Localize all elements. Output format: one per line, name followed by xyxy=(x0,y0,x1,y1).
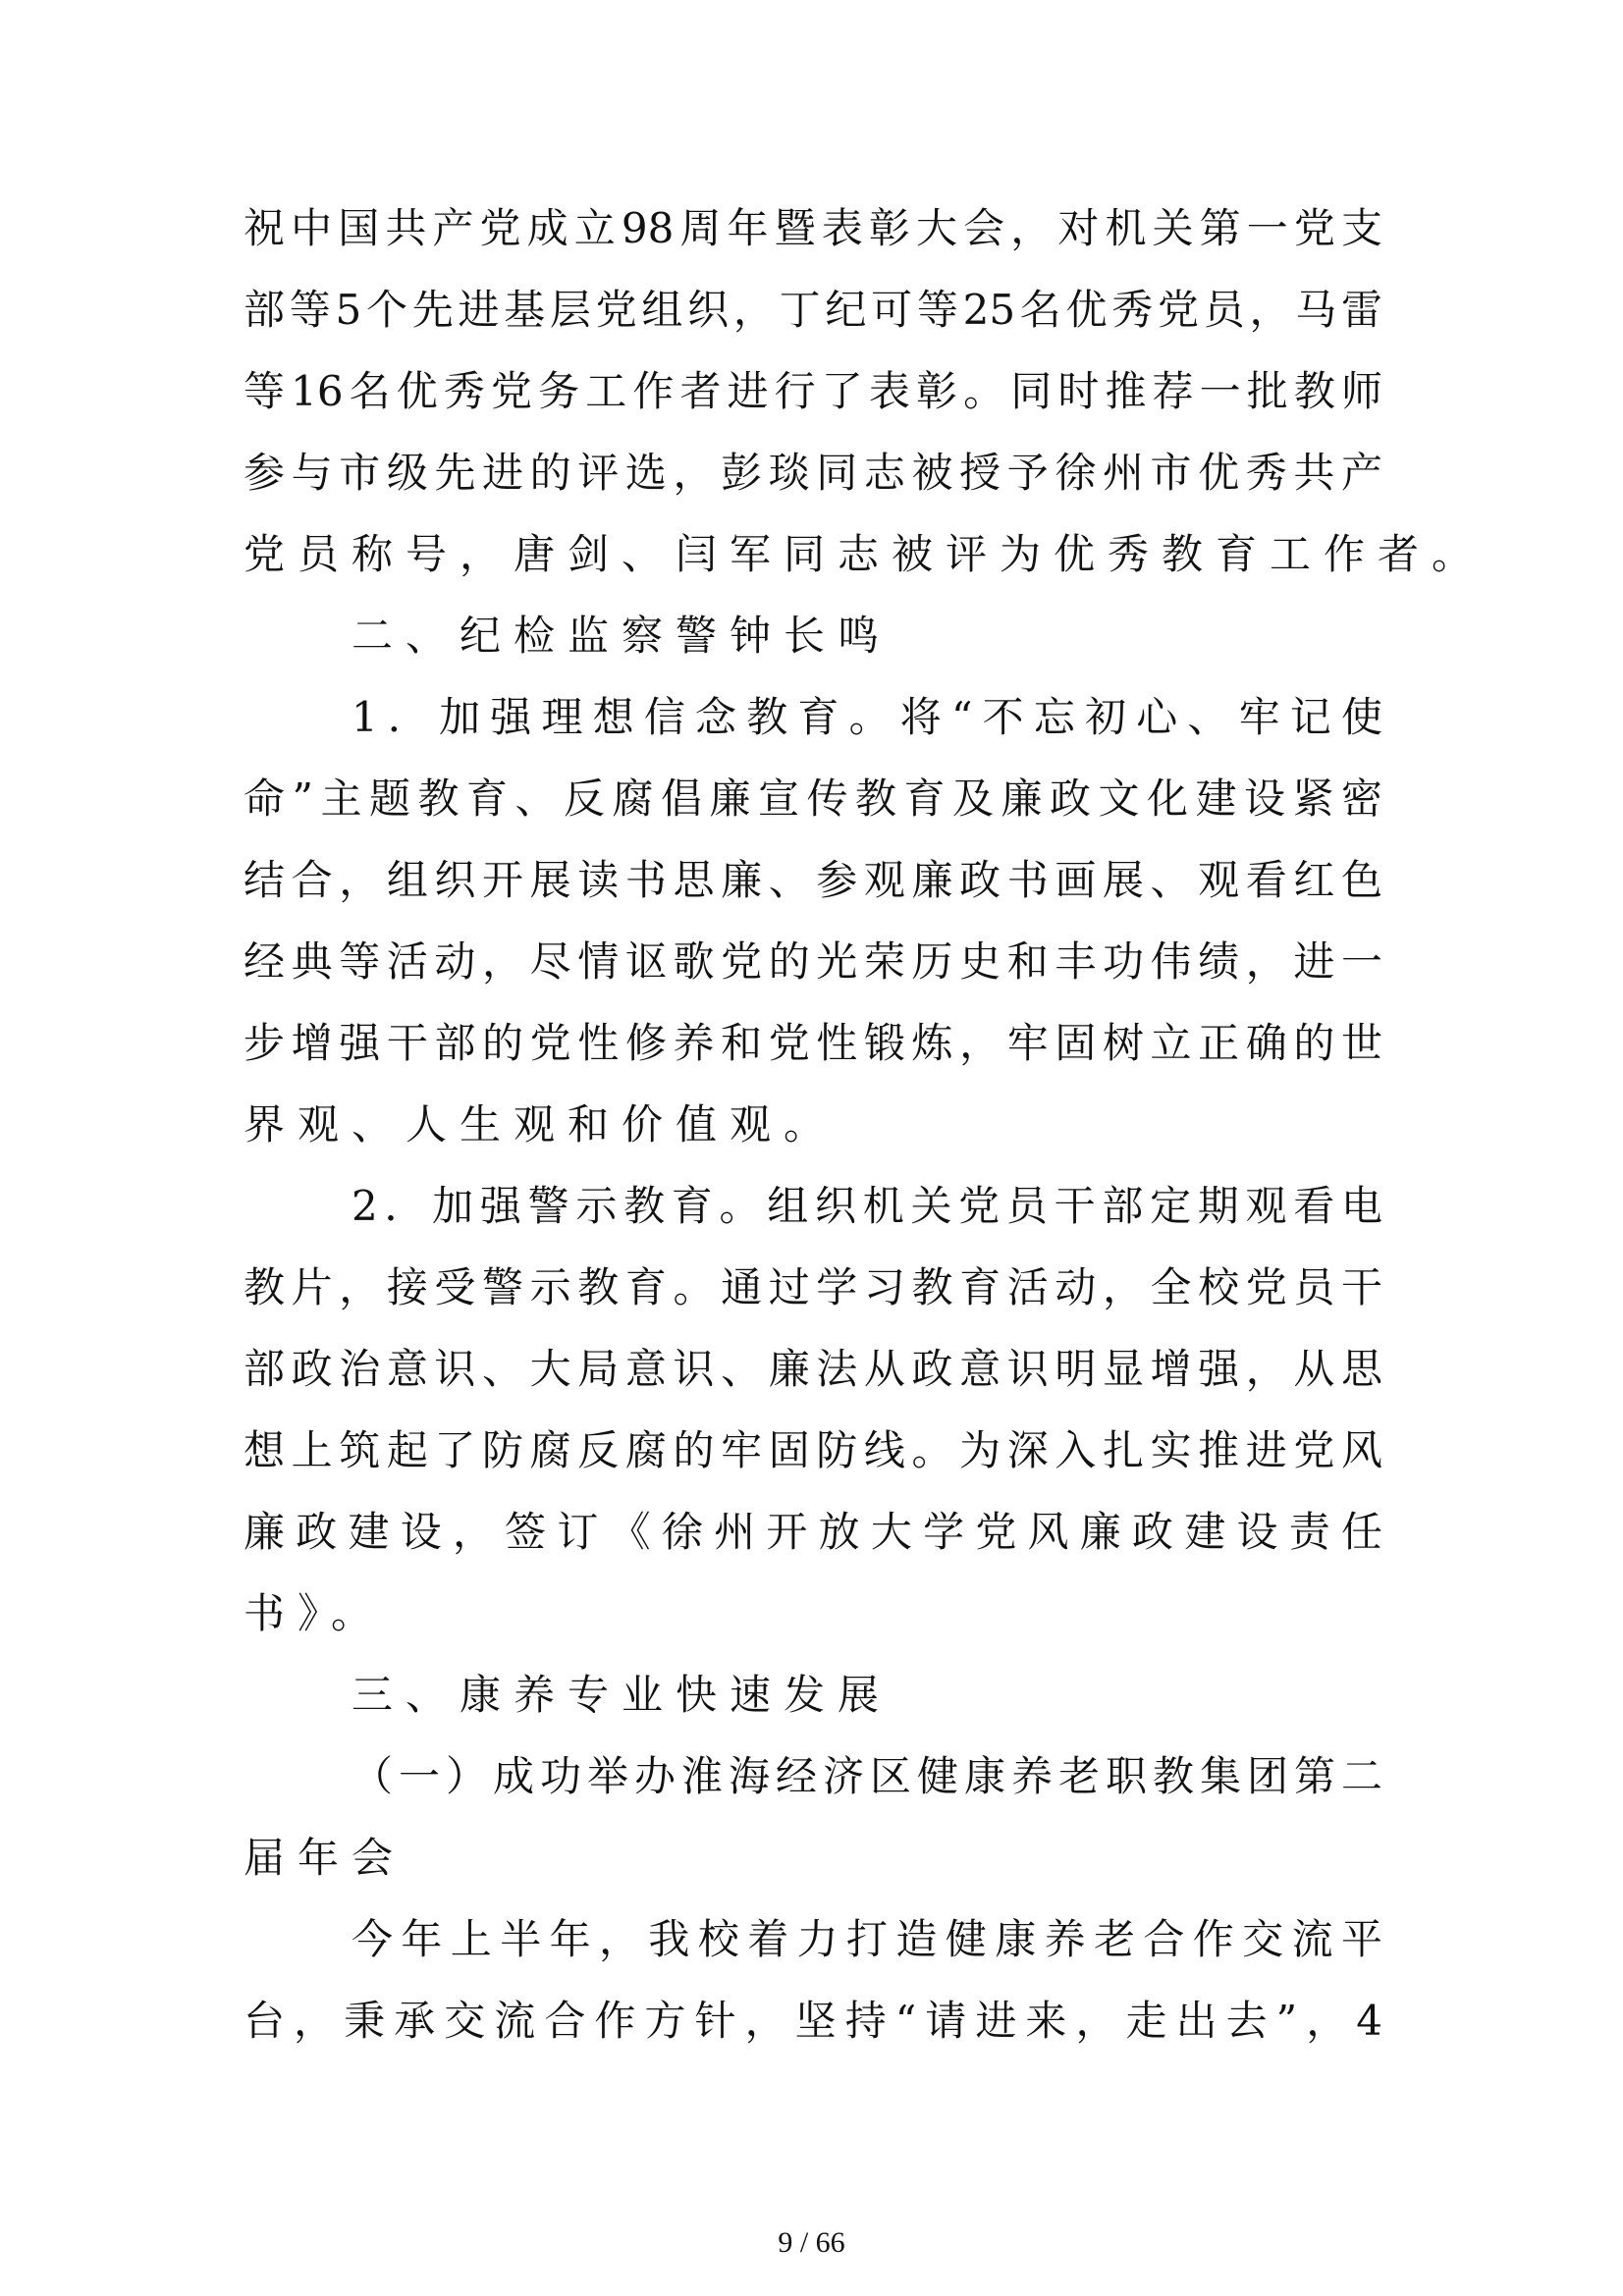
text-line: 等16名优秀党务工作者进行了表彰。同时推荐一批教师 xyxy=(243,367,1382,415)
text-line: 教片，接受警示教育。通过学习教育活动，全校党员干 xyxy=(243,1263,1382,1311)
text-line: 台，秉承交流合作方针，坚持“请进来，走出去”，4 xyxy=(243,1997,1382,2045)
text-line: 结合，组织开展读书思廉、参观廉政书画展、观看红色 xyxy=(243,856,1382,904)
text-line: 廉政建设，签订《徐州开放大学党风廉政建设责任 xyxy=(243,1508,1382,1556)
text-line: 步增强干部的党性修养和党性锻炼，牢固树立正确的世 xyxy=(243,1019,1382,1067)
text-line: 部政治意识、大局意识、廉法从政意识明显增强，从思 xyxy=(243,1345,1382,1393)
text-line: 参与市级先进的评选，彭琰同志被授予徐州市优秀共产 xyxy=(243,449,1382,497)
subheading-line: 届年会 xyxy=(243,1834,406,1882)
subsection-1-line: 1．加强理想信念教育。将“不忘初心、牢记使 xyxy=(352,693,1382,741)
text-line: 今年上半年，我校着力打造健康养老合作交流平 xyxy=(352,1915,1382,1963)
text-line: 部等5个先进基层党组织，丁纪可等25名优秀党员，马雷 xyxy=(243,286,1382,334)
subheading-line: （一）成功举办淮海经济区健康养老职教集团第二 xyxy=(352,1752,1382,1800)
text-line: 祝中国共产党成立98周年暨表彰大会，对机关第一党支 xyxy=(243,204,1382,252)
section-heading-3: 三、康养专业快速发展 xyxy=(352,1671,893,1719)
subsection-2-line: 2．加强警示教育。组织机关党员干部定期观看电 xyxy=(352,1182,1382,1230)
text-line: 想上筑起了防腐反腐的牢固防线。为深入扎实推进党风 xyxy=(243,1426,1382,1474)
text-line: 党员称号，唐剑、闫军同志被评为优秀教育工作者。 xyxy=(243,530,1487,578)
section-heading-2: 二、纪检监察警钟长鸣 xyxy=(352,612,893,660)
text-line: 书》。 xyxy=(243,1589,386,1637)
text-line: 界观、人生观和价值观。 xyxy=(243,1100,839,1148)
page-number: 9 / 66 xyxy=(778,2226,845,2259)
text-line: 命”主题教育、反腐倡廉宣传教育及廉政文化建设紧密 xyxy=(243,774,1382,823)
text-line: 经典等活动，尽情讴歌党的光荣历史和丰功伟绩，进一 xyxy=(243,937,1382,986)
